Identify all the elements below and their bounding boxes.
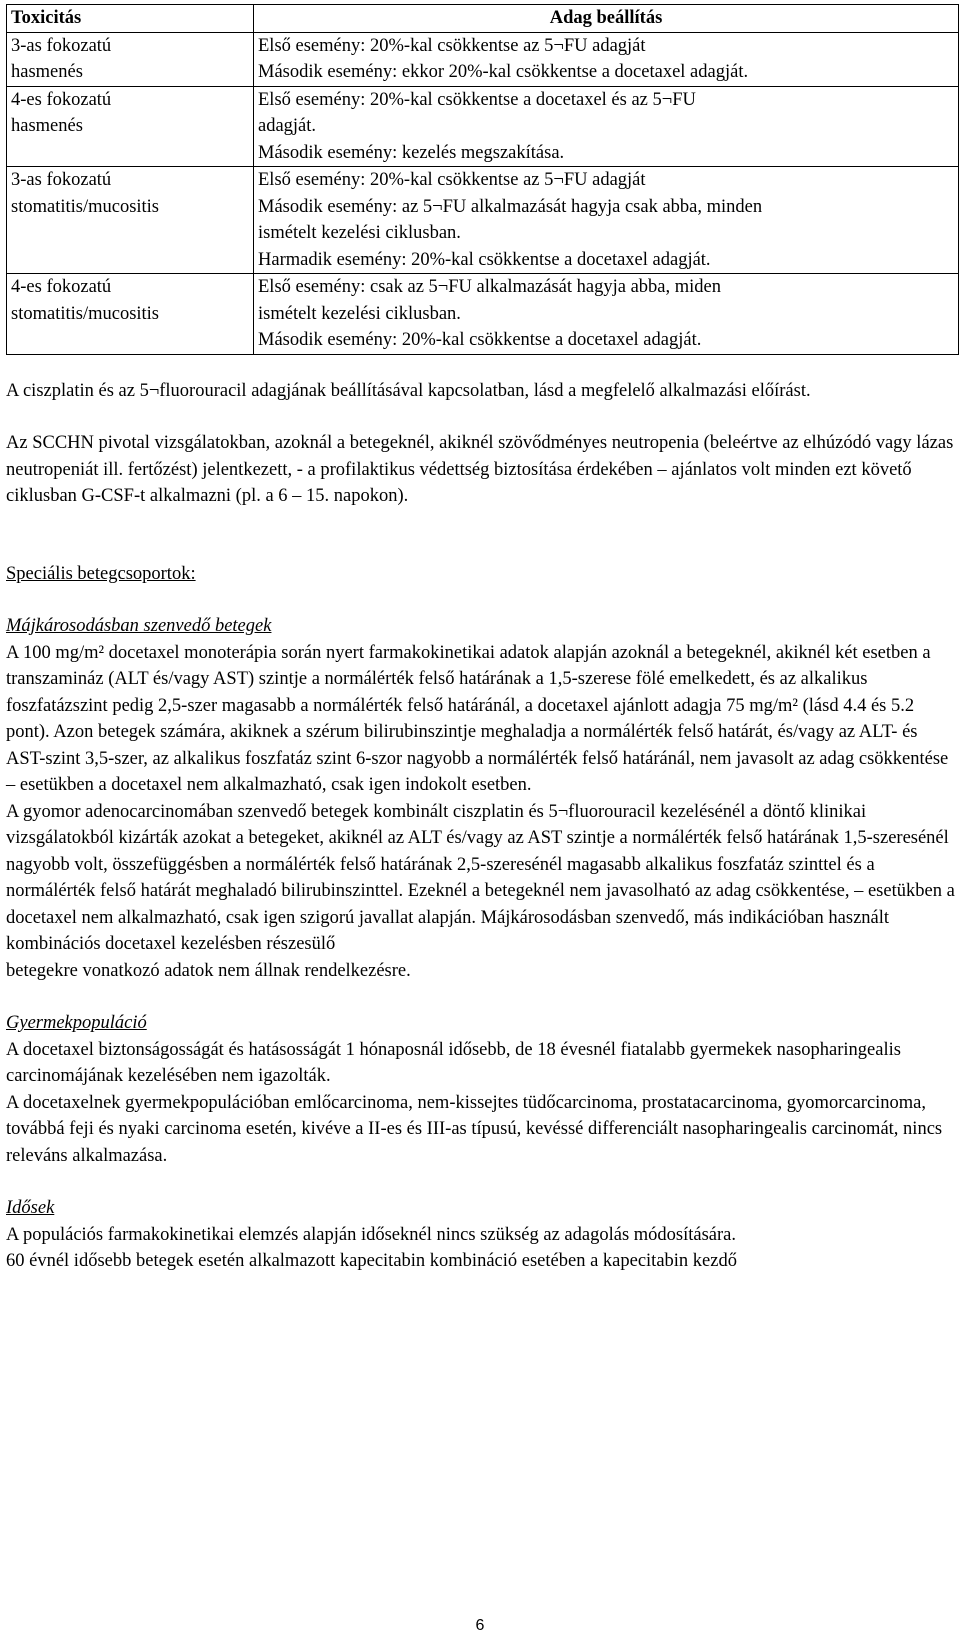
special-populations-heading: Speciális betegcsoportok: xyxy=(6,563,196,584)
dose-adjustment-cell xyxy=(254,32,959,86)
table-header-row xyxy=(7,5,959,33)
hepatic-paragraph-1: A 100 mg/m² docetaxel monoterápia során nyert farmakokinetikai adatok alapján azoknál a betegeknél, akiknél két esetben a transzamináz (ALT és/vagy AST) szintje a normálérték felső határának a 1,5-szerese fölé emelkedett, és az alkalikus foszfatázszint pedig 2,5-szer magasabb a normálérték felső határánál, a docetaxel ajánlott adagja 75 mg/m² (lásd 4.4 és 5.2 pont). Azon betegek számára, akiknek a szérum bilirubinszintje meghaladja a normálérték felső határát, és/vagy az ALT- és AST-szint 3,5-szer, az alkalikus foszfatáz szint 6-szor nagyobb a normálérték felső határánál, nem javasolt az adag csökkentése – esetükben a docetaxel nem alkalmazható, csak igen indokolt esetben. xyxy=(6,642,949,795)
toxicity-dose-table xyxy=(6,4,959,355)
cell-line: Első esemény: 20%-kal csökkentse az 5¬FU adagját xyxy=(258,170,646,190)
cell-line: stomatitis/mucositis xyxy=(11,196,160,217)
cell-line: hasmenés xyxy=(11,62,83,82)
scchn-paragraph: Az SCCHN pivotal vizsgálatokban, azoknál a betegeknél, akiknél szövődményes neutropenia (beleértve az elhúzódó vagy lázas neutropeniát ill. fertőzést) jelentkezett, - a profilaktikus védettség biztosítása érdekében – ajánlatos volt minden ezt követő ciklusban G-CSF-t alkalmazni (pl. a 6 – 15. napokon). xyxy=(6,433,954,506)
header-dose-adjustment: Adag beállítás xyxy=(254,5,959,33)
elderly-paragraph-2: 60 évnél idősebb betegek esetén alkalmazott kapecitabin kombináció esetében a kapecitabin kezdő xyxy=(6,1251,737,1271)
cell-line: 4-es fokozatú xyxy=(11,89,112,110)
cell-line: Első esemény: 20%-kal csökkentse az 5¬FU adagját xyxy=(258,35,646,56)
cell-line: stomatitis/mucositis xyxy=(11,303,160,324)
cell-line: 3-as fokozatú xyxy=(11,170,112,190)
dose-adjustment-cell xyxy=(254,167,959,274)
cell-line: 4-es fokozatú xyxy=(11,277,112,297)
hepatic-paragraph-2: A gyomor adenocarcinomában szenvedő betegek kombinált ciszplatin és 5¬fluorouracil kezelésénél a döntő klinikai vizsgálatokból kizárták azokat a betegeket, akiknél az ALT és/vagy az AST szintje a normálérték felső határának 1,5-szeresénél nagyobb volt, összefüggésben a normálérték felső határának 2,5-szeresénél magasabb alkalikus foszfatáz szinttel és a normálérték felső határát meghaladó bilirubinszinttel. Ezeknél a betegeknél nem javasolható az adag csökkentése, – esetükben a docetaxel nem alkalmazható, csak igen szigorú javallat alapján. Májkárosodásban szenvedő, más indikációban használt kombinációs docetaxel kezelésben részesülő xyxy=(6,801,955,954)
document-page xyxy=(6,4,956,1275)
elderly-paragraph-1: A populációs farmakokinetikai elemzés alapján időseknél nincs szükség az adagolás módosítására. xyxy=(6,1224,737,1245)
hepatic-paragraph-3: betegekre vonatkozó adatok nem állnak rendelkezésre. xyxy=(6,960,411,981)
cell-line: 3-as fokozatú xyxy=(11,35,112,56)
dose-adjustment-cell xyxy=(254,86,959,167)
cell-line: adagját. xyxy=(258,116,317,136)
pediatric-heading: Gyermekpopuláció xyxy=(6,1013,147,1033)
cell-line: Első esemény: csak az 5¬FU alkalmazását hagyja abba, miden xyxy=(258,277,722,297)
cell-line: Második esemény: kezelés megszakítása. xyxy=(258,142,565,163)
cell-line: ismételt kezelési ciklusban. xyxy=(258,223,461,243)
cell-line: Második esemény: 20%-kal csökkentse a docetaxel adagját. xyxy=(258,330,702,350)
cell-line: Második esemény: az 5¬FU alkalmazását hagyja csak abba, minden xyxy=(258,196,763,217)
header-toxicity: Toxicitás xyxy=(7,5,254,33)
toxicity-cell xyxy=(7,86,254,167)
table-row xyxy=(7,274,959,355)
cell-line: ismételt kezelési ciklusban. xyxy=(258,303,461,324)
table-row xyxy=(7,167,959,274)
elderly-heading: Idősek xyxy=(6,1198,55,1218)
cisplatin-note-paragraph: A ciszplatin és az 5¬fluorouracil adagjának beállításával kapcsolatban, lásd a megfelelő alkalmazási előírást. xyxy=(6,380,811,401)
cell-line: Második esemény: ekkor 20%-kal csökkentse a docetaxel adagját. xyxy=(258,62,749,82)
toxicity-cell xyxy=(7,32,254,86)
toxicity-cell xyxy=(7,274,254,355)
cell-line: hasmenés xyxy=(11,116,83,136)
toxicity-cell xyxy=(7,167,254,274)
page-number: 6 xyxy=(475,1617,485,1634)
cell-line: Harmadik esemény: 20%-kal csökkentse a docetaxel adagját. xyxy=(258,249,711,270)
cell-line: Első esemény: 20%-kal csökkentse a docetaxel és az 5¬FU xyxy=(258,89,696,110)
pediatric-paragraph-1: A docetaxel biztonságosságát és hatásosságát 1 hónaposnál idősebb, de 18 évesnél fiatalabb gyermekek nasopharingealis carcinomájának kezelésében nem igazolták. xyxy=(6,1039,901,1086)
table-row xyxy=(7,32,959,86)
pediatric-paragraph-2: A docetaxelnek gyermekpopulációban emlőcarcinoma, nem-kissejtes tüdőcarcinoma, prostatacarcinoma, gyomorcarcinoma, továbbá feji és nyaki carcinoma esetén, kivéve a II-es és III-as típusú, kevéssé differenciált nasopharingealis carcinomát, nincs releváns alkalmazása. xyxy=(6,1092,943,1166)
table-row xyxy=(7,86,959,167)
dose-adjustment-cell xyxy=(254,274,959,355)
hepatic-impairment-heading: Májkárosodásban szenvedő betegek xyxy=(6,616,272,636)
